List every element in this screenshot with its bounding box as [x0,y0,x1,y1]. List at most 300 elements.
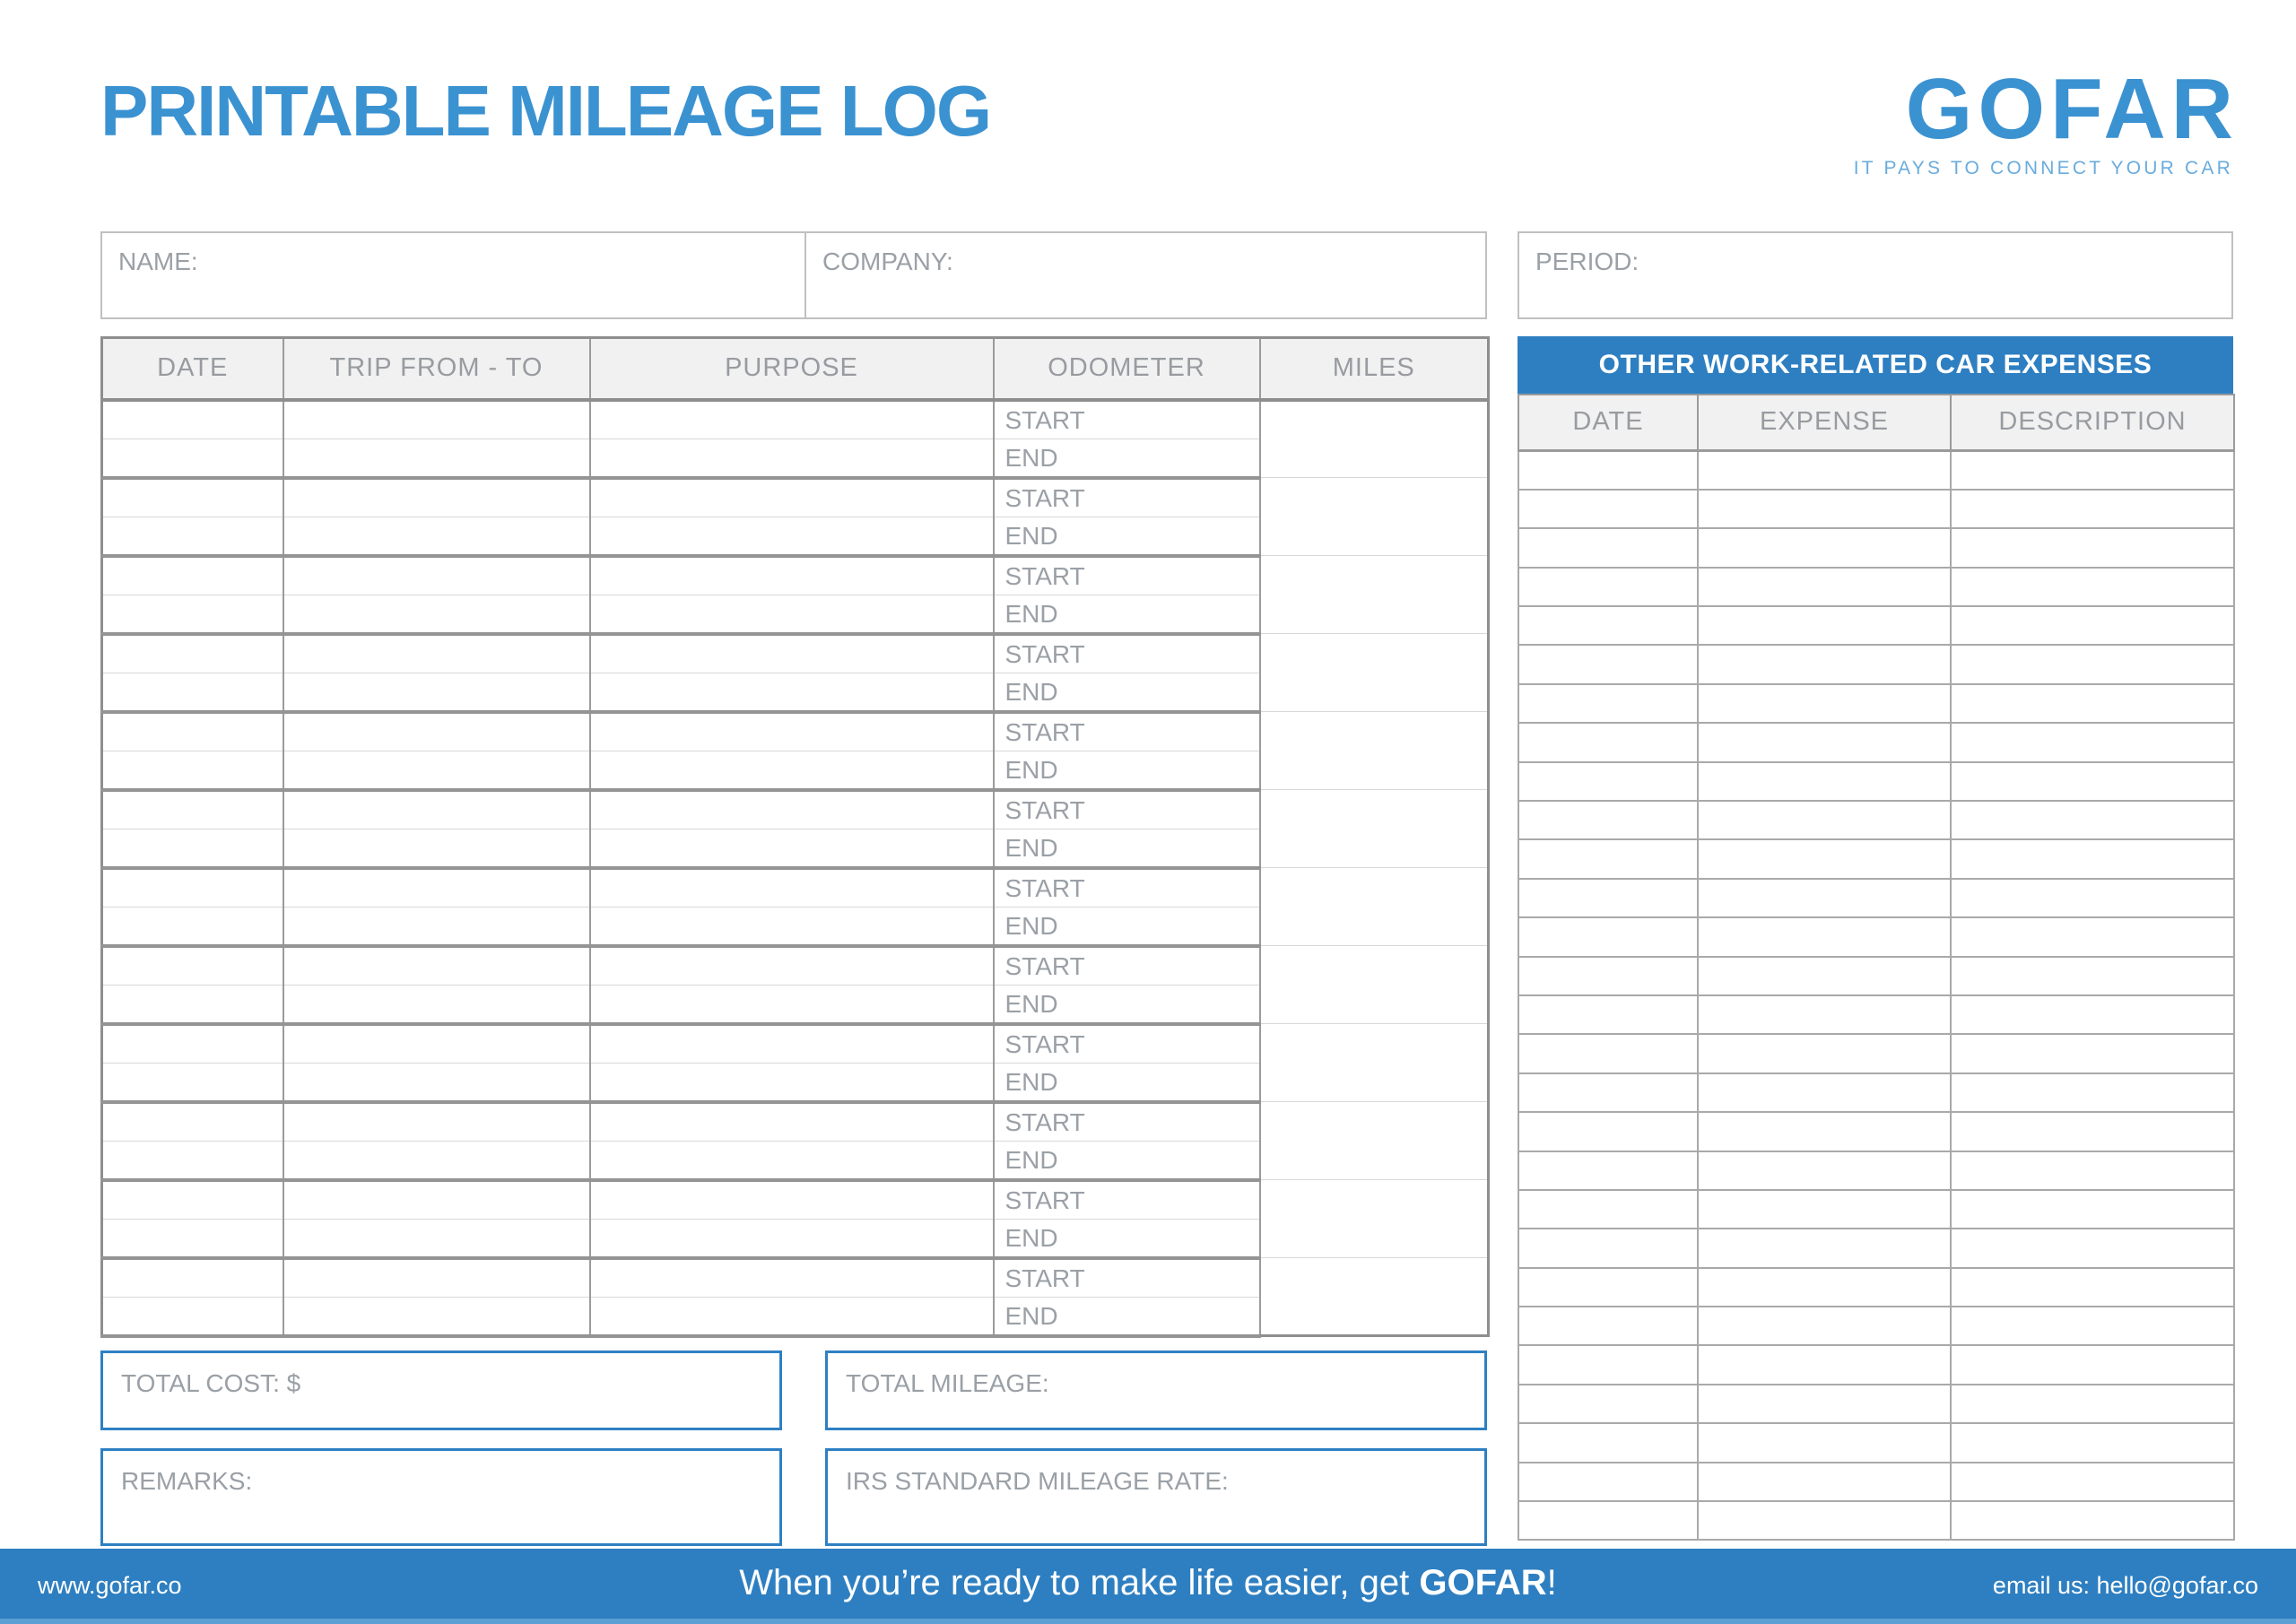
miles-cell[interactable] [1260,1258,1489,1336]
odometer-end-cell[interactable] [994,907,1260,946]
expenses-header-row [1518,395,2234,450]
trip-from-to-cell[interactable] [283,1102,590,1142]
expense-description-cell[interactable] [1951,1268,2234,1307]
purpose-cell[interactable] [590,751,994,790]
expense-date-cell[interactable] [1518,1268,1698,1307]
expense-row [1518,1463,2234,1501]
expense-description-cell[interactable] [1951,645,2234,683]
trip-row-start [102,634,1489,673]
miles-cell[interactable] [1260,946,1489,1024]
expense-description-cell[interactable] [1951,1073,2234,1112]
expense-row [1518,995,2234,1034]
expense-date-cell[interactable] [1518,879,1698,917]
expense-row [1518,1229,2234,1267]
odometer-start-cell[interactable] [994,1102,1260,1142]
odometer-start-label: START [1004,1107,1085,1136]
expense-date-cell[interactable] [1518,1229,1698,1267]
expenses-table-body [1518,450,2234,1540]
purpose-cell[interactable] [590,439,994,478]
expense-description-cell[interactable] [1951,1190,2234,1229]
date-cell[interactable] [102,829,283,868]
expense-row [1518,1385,2234,1423]
odometer-start-label: START [1004,405,1085,434]
expense-row [1518,528,2234,567]
expense-description-cell[interactable] [1951,450,2234,490]
purpose-cell[interactable] [590,556,994,595]
expense-row [1518,684,2234,723]
expense-amount-cell[interactable] [1698,1112,1951,1151]
expense-date-cell[interactable] [1518,1190,1698,1229]
expense-date-cell[interactable] [1518,1073,1698,1112]
expense-row [1518,917,2234,956]
expense-description-cell[interactable] [1951,606,2234,645]
odometer-end-label: END [1004,1223,1058,1252]
trip-row-start [102,1102,1489,1142]
expense-amount-cell[interactable] [1698,1307,1951,1345]
date-cell[interactable] [102,478,283,517]
expense-date-cell[interactable] [1518,762,1698,801]
purpose-cell[interactable] [590,829,994,868]
top-bar [0,0,2296,179]
expense-description-cell[interactable] [1951,1423,2234,1462]
purpose-cell[interactable] [590,790,994,829]
trip-from-to-cell[interactable] [283,1219,590,1258]
miles-cell[interactable] [1260,712,1489,790]
miles-cell[interactable] [1260,1102,1489,1180]
total-cost-label: TOTAL COST: $ [121,1368,301,1397]
expense-description-cell[interactable] [1951,879,2234,917]
trip-from-to-cell[interactable] [283,790,590,829]
trip-from-to-cell[interactable] [283,946,590,986]
expense-description-cell[interactable] [1951,1385,2234,1423]
purpose-cell[interactable] [590,595,994,634]
trip-from-to-cell[interactable] [283,439,590,478]
trip-row-start [102,1024,1489,1064]
trip-from-to-cell[interactable] [283,556,590,595]
expense-amount-cell[interactable] [1698,1345,1951,1384]
odometer-end-cell[interactable] [994,829,1260,868]
expenses-title-bar: OTHER WORK-RELATED CAR EXPENSES [1518,336,2233,394]
expense-date-cell[interactable] [1518,1423,1698,1462]
expense-description-cell[interactable] [1951,684,2234,723]
date-cell[interactable] [102,400,283,439]
trip-from-to-cell[interactable] [283,712,590,751]
odometer-start-cell[interactable] [994,400,1260,439]
remarks-field[interactable] [100,1448,782,1546]
expense-description-cell[interactable] [1951,762,2234,801]
mileage-table-header [102,338,1489,400]
odometer-start-label: START [1004,951,1085,980]
expense-amount-cell[interactable] [1698,490,1951,528]
expense-row [1518,957,2234,995]
expense-row [1518,606,2234,645]
trip-from-to-cell[interactable] [283,673,590,712]
purpose-cell[interactable] [590,478,994,517]
expense-amount-cell[interactable] [1698,606,1951,645]
expenses-table-header [1518,395,2234,450]
miles-cell[interactable] [1260,1024,1489,1102]
odometer-start-cell[interactable] [994,478,1260,517]
odometer-end-cell[interactable] [994,1219,1260,1258]
irs-rate-label: IRS STANDARD MILEAGE RATE: [846,1466,1229,1495]
expense-col-header-expense: EXPENSE [1698,395,1951,450]
expense-description-cell[interactable] [1951,839,2234,878]
expense-date-cell[interactable] [1518,1151,1698,1190]
expense-date-cell[interactable] [1518,568,1698,606]
expense-date-cell[interactable] [1518,684,1698,723]
odometer-end-cell[interactable] [994,1297,1260,1336]
odometer-end-cell[interactable] [994,439,1260,478]
footer-bar [0,1549,2296,1624]
miles-cell[interactable] [1260,478,1489,556]
expense-description-cell[interactable] [1951,1345,2234,1384]
trip-from-to-cell[interactable] [283,400,590,439]
mileage-table-body [102,400,1489,1336]
expense-amount-cell[interactable] [1698,762,1951,801]
purpose-cell[interactable] [590,517,994,556]
main-content [100,336,2233,1546]
odometer-end-label: END [1004,521,1058,550]
purpose-cell[interactable] [590,1297,994,1336]
expense-description-cell[interactable] [1951,490,2234,528]
expense-description-cell[interactable] [1951,1151,2234,1190]
odometer-start-cell[interactable] [994,712,1260,751]
expense-amount-cell[interactable] [1698,1229,1951,1267]
expense-description-cell[interactable] [1951,568,2234,606]
expense-row [1518,839,2234,878]
expense-row [1518,1151,2234,1190]
total-mileage-field[interactable] [825,1350,1487,1430]
expense-row [1518,1190,2234,1229]
odometer-end-cell[interactable] [994,751,1260,790]
expense-row [1518,801,2234,839]
expense-description-cell[interactable] [1951,801,2234,839]
expense-description-cell[interactable] [1951,1112,2234,1151]
date-cell[interactable] [102,907,283,946]
odometer-end-cell[interactable] [994,517,1260,556]
period-field[interactable] [1518,231,2233,319]
expense-date-cell[interactable] [1518,1112,1698,1151]
footer-tagline-suffix: ! [1546,1563,1557,1602]
expense-amount-cell[interactable] [1698,1190,1951,1229]
expense-row [1518,1307,2234,1345]
trip-from-to-cell[interactable] [283,829,590,868]
company-field[interactable] [806,231,1487,319]
expense-description-cell[interactable] [1951,1463,2234,1501]
trip-from-to-cell[interactable] [283,1258,590,1298]
expense-date-cell[interactable] [1518,839,1698,878]
odometer-start-cell[interactable] [994,946,1260,986]
odometer-end-cell[interactable] [994,985,1260,1024]
expense-description-cell[interactable] [1951,957,2234,995]
trip-from-to-cell[interactable] [283,478,590,517]
date-cell[interactable] [102,751,283,790]
period-label: PERIOD: [1535,248,1639,275]
trip-from-to-cell[interactable] [283,1024,590,1064]
expense-date-cell[interactable] [1518,528,1698,567]
date-cell[interactable] [102,1024,283,1064]
date-cell[interactable] [102,634,283,673]
trip-row-start [102,946,1489,986]
purpose-cell[interactable] [590,1219,994,1258]
expense-amount-cell[interactable] [1698,995,1951,1034]
purpose-cell[interactable] [590,1180,994,1220]
expense-date-cell[interactable] [1518,450,1698,490]
date-cell[interactable] [102,946,283,986]
expense-amount-cell[interactable] [1698,1385,1951,1423]
odometer-end-label: END [1004,833,1058,862]
date-cell[interactable] [102,1258,283,1298]
expense-row [1518,1501,2234,1540]
expense-amount-cell[interactable] [1698,568,1951,606]
expense-amount-cell[interactable] [1698,1034,1951,1073]
page-title: PRINTABLE MILEAGE LOG [100,71,991,151]
irs-rate-field[interactable] [825,1448,1487,1546]
date-cell[interactable] [102,1219,283,1258]
miles-cell[interactable] [1260,868,1489,946]
expense-row [1518,568,2234,606]
odometer-end-label: END [1004,1301,1058,1330]
odometer-start-label: START [1004,717,1085,746]
expense-amount-cell[interactable] [1698,1268,1951,1307]
gofar-logo [1853,61,2239,179]
company-label: COMPANY: [822,248,953,275]
expense-amount-cell[interactable] [1698,917,1951,956]
trip-from-to-cell[interactable] [283,634,590,673]
odometer-start-label: START [1004,483,1085,512]
odometer-start-label: START [1004,873,1085,902]
odometer-end-label: END [1004,443,1058,472]
miles-cell[interactable] [1260,1180,1489,1258]
expenses-section [1518,336,2233,1541]
odometer-start-label: START [1004,795,1085,824]
expense-row [1518,1034,2234,1073]
expense-date-cell[interactable] [1518,1034,1698,1073]
expense-date-cell[interactable] [1518,1501,1698,1540]
date-cell[interactable] [102,790,283,829]
expense-date-cell[interactable] [1518,606,1698,645]
odometer-start-label: START [1004,639,1085,668]
expense-date-cell[interactable] [1518,723,1698,761]
expense-row [1518,879,2234,917]
expense-col-header-description: DESCRIPTION [1951,395,2234,450]
date-cell[interactable] [102,1180,283,1220]
gofar-logo-text: GOFAR [1905,61,2239,157]
odometer-start-cell[interactable] [994,868,1260,908]
expense-row [1518,645,2234,683]
trip-row-start [102,1258,1489,1298]
expense-amount-cell[interactable] [1698,957,1951,995]
total-mileage-label: TOTAL MILEAGE: [846,1368,1049,1397]
trip-row-start [102,868,1489,908]
date-cell[interactable] [102,985,283,1024]
expense-date-cell[interactable] [1518,995,1698,1034]
odometer-start-label: START [1004,561,1085,590]
trip-from-to-cell[interactable] [283,595,590,634]
footer-tagline [0,1563,2296,1603]
odometer-start-cell[interactable] [994,1180,1260,1220]
col-header-purpose: PURPOSE [590,338,994,400]
expense-date-cell[interactable] [1518,801,1698,839]
odometer-start-label: START [1004,1264,1085,1292]
expense-date-cell[interactable] [1518,645,1698,683]
trip-from-to-cell[interactable] [283,907,590,946]
footer-email: email us: hello@gofar.co [1992,1572,2258,1599]
expense-description-cell[interactable] [1951,528,2234,567]
mileage-log-section [100,336,1487,1546]
date-cell[interactable] [102,517,283,556]
expense-row [1518,762,2234,801]
miles-cell[interactable] [1260,634,1489,712]
date-cell[interactable] [102,595,283,634]
odometer-end-label: END [1004,1067,1058,1096]
date-cell[interactable] [102,1141,283,1180]
col-header-odometer: ODOMETER [994,338,1260,400]
expenses-table [1518,394,2235,1541]
purpose-cell[interactable] [590,946,994,986]
col-header-date: DATE [102,338,283,400]
odometer-end-cell[interactable] [994,1063,1260,1102]
purpose-cell[interactable] [590,1063,994,1102]
expense-amount-cell[interactable] [1698,1073,1951,1112]
footer-website: www.gofar.co [38,1572,182,1599]
trip-from-to-cell[interactable] [283,751,590,790]
trip-from-to-cell[interactable] [283,868,590,908]
purpose-cell[interactable] [590,634,994,673]
date-cell[interactable] [102,868,283,908]
footer-tagline-prefix: When you’re ready to make life easier, get [739,1563,1420,1602]
odometer-end-cell[interactable] [994,673,1260,712]
trip-row-start [102,1180,1489,1220]
total-cost-field[interactable] [100,1350,782,1430]
trip-from-to-cell[interactable] [283,517,590,556]
expense-date-cell[interactable] [1518,1307,1698,1345]
expense-amount-cell[interactable] [1698,801,1951,839]
col-header-miles: MILES [1260,338,1489,400]
purpose-cell[interactable] [590,1141,994,1180]
odometer-end-label: END [1004,911,1058,940]
date-cell[interactable] [102,556,283,595]
name-field[interactable] [100,231,806,319]
purpose-cell[interactable] [590,1258,994,1298]
expense-row [1518,1268,2234,1307]
gofar-logo-tagline: IT PAYS TO CONNECT YOUR CAR [1853,158,2233,178]
miles-cell[interactable] [1260,556,1489,634]
odometer-start-cell[interactable] [994,1024,1260,1064]
trip-from-to-cell[interactable] [283,1297,590,1336]
expense-amount-cell[interactable] [1698,684,1951,723]
expense-date-cell[interactable] [1518,1463,1698,1501]
expense-row [1518,1345,2234,1384]
odometer-end-label: END [1004,755,1058,784]
miles-cell[interactable] [1260,790,1489,868]
date-cell[interactable] [102,1102,283,1142]
purpose-cell[interactable] [590,868,994,908]
expense-description-cell[interactable] [1951,1307,2234,1345]
expense-row [1518,1112,2234,1151]
expense-date-cell[interactable] [1518,917,1698,956]
odometer-end-label: END [1004,989,1058,1018]
col-header-trip: TRIP FROM - TO [283,338,590,400]
purpose-cell[interactable] [590,907,994,946]
expense-description-cell[interactable] [1951,1229,2234,1267]
expense-amount-cell[interactable] [1698,723,1951,761]
trip-from-to-cell[interactable] [283,1180,590,1220]
expense-amount-cell[interactable] [1698,528,1951,567]
mileage-header-row [102,338,1489,400]
expense-amount-cell[interactable] [1698,879,1951,917]
odometer-start-cell[interactable] [994,556,1260,595]
mileage-table [100,336,1490,1338]
purpose-cell[interactable] [590,985,994,1024]
odometer-end-label: END [1004,599,1058,628]
trip-row-start [102,556,1489,595]
expense-date-cell[interactable] [1518,1345,1698,1384]
expense-date-cell[interactable] [1518,957,1698,995]
odometer-end-label: END [1004,1145,1058,1174]
trip-from-to-cell[interactable] [283,1063,590,1102]
odometer-end-cell[interactable] [994,1141,1260,1180]
miles-cell[interactable] [1260,400,1489,478]
expense-amount-cell[interactable] [1698,1423,1951,1462]
expense-col-header-date: DATE [1518,395,1698,450]
expense-row [1518,450,2234,490]
odometer-start-cell[interactable] [994,1258,1260,1298]
date-cell[interactable] [102,1297,283,1336]
remarks-label: REMARKS: [121,1466,253,1495]
odometer-start-label: START [1004,1029,1085,1058]
odometer-start-label: START [1004,1185,1085,1214]
expense-row [1518,1073,2234,1112]
date-cell[interactable] [102,439,283,478]
purpose-cell[interactable] [590,673,994,712]
expense-amount-cell[interactable] [1698,450,1951,490]
purpose-cell[interactable] [590,400,994,439]
expense-row [1518,723,2234,761]
date-cell[interactable] [102,673,283,712]
expense-amount-cell[interactable] [1698,1501,1951,1540]
trip-from-to-cell[interactable] [283,985,590,1024]
trip-row-start [102,712,1489,751]
expense-date-cell[interactable] [1518,490,1698,528]
expense-description-cell[interactable] [1951,1501,2234,1540]
info-fields-row [100,231,2233,319]
date-cell[interactable] [102,712,283,751]
expense-amount-cell[interactable] [1698,1463,1951,1501]
expense-description-cell[interactable] [1951,1034,2234,1073]
expense-row [1518,1423,2234,1462]
odometer-start-cell[interactable] [994,634,1260,673]
purpose-cell[interactable] [590,712,994,751]
odometer-start-cell[interactable] [994,790,1260,829]
name-label: NAME: [118,248,198,275]
trip-from-to-cell[interactable] [283,1141,590,1180]
purpose-cell[interactable] [590,1102,994,1142]
purpose-cell[interactable] [590,1024,994,1064]
expense-amount-cell[interactable] [1698,1151,1951,1190]
expense-date-cell[interactable] [1518,1385,1698,1423]
trip-row-start [102,478,1489,517]
expense-description-cell[interactable] [1951,723,2234,761]
expense-amount-cell[interactable] [1698,839,1951,878]
odometer-end-cell[interactable] [994,595,1260,634]
expense-description-cell[interactable] [1951,995,2234,1034]
expense-amount-cell[interactable] [1698,645,1951,683]
expense-description-cell[interactable] [1951,917,2234,956]
date-cell[interactable] [102,1063,283,1102]
footer-tagline-brand: GOFAR [1419,1563,1547,1602]
expense-row [1518,490,2234,528]
